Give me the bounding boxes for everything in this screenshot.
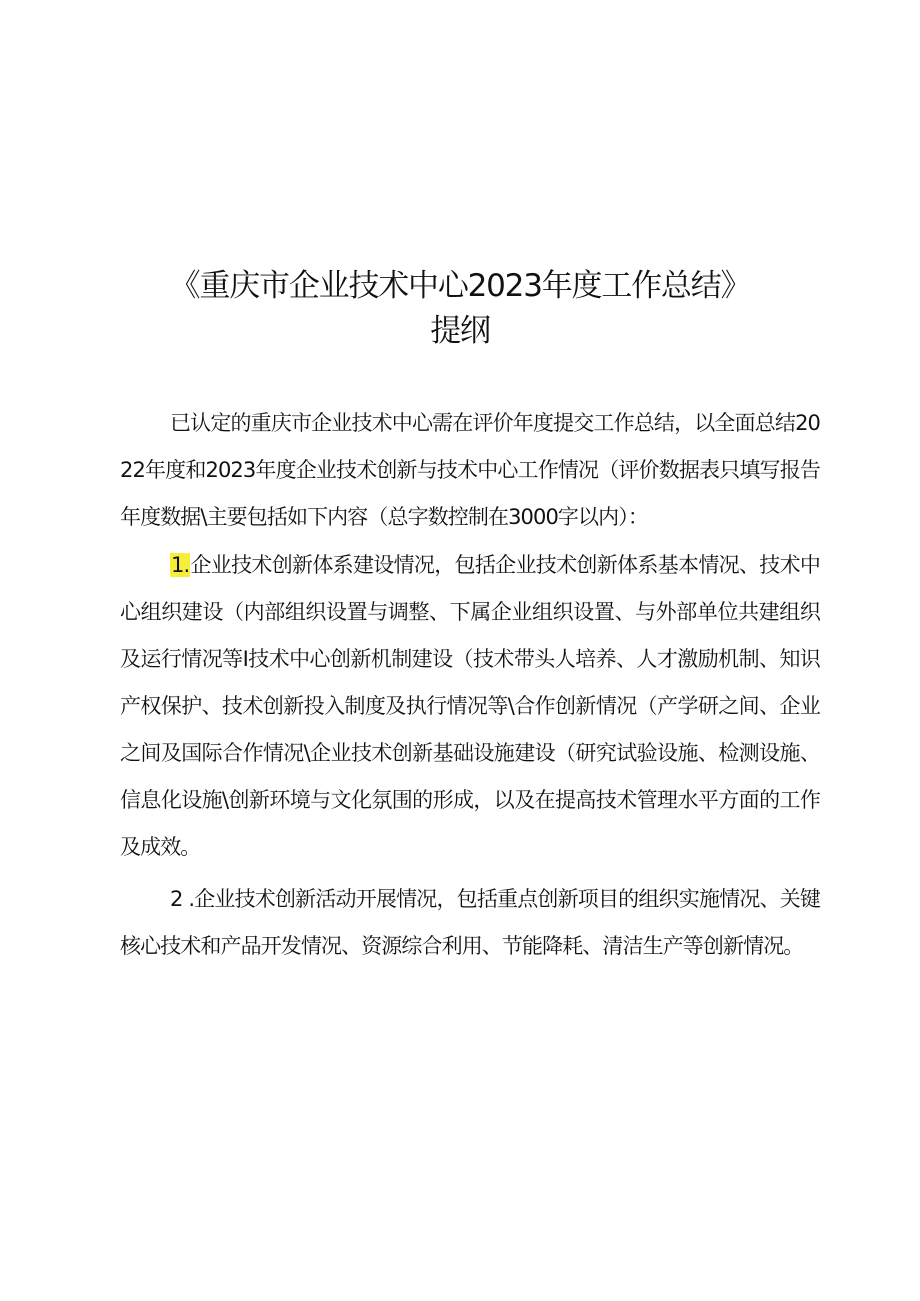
- item-2-paragraph: 2 .企业技术创新活动开展情况，包括重点创新项目的组织实施情况、关键核心技术和产品开发情况、资源综合利用、节能降耗、清洁生产等创新情况。: [120, 887, 820, 958]
- item-1-text: 企业技术创新体系建设情况，包括企业技术创新体系基本情况、技术中心组织建设（内部组织设置与调整、下属企业组织设置、与外部单位共建组织及运行情况等I技术中心创新机制建设（技术带头人培养、人才激励机制、知识产权保护、技术创新投入制度及执行情况等\合作创新情况（产学研之间、企业之间及国际合作情况\企业技术创新基础设施建设（研究试验设施、检测设施、信息化设施\创新环境与文化氛围的形成，以及在提高技术管理水平方面的工作及成效。: [120, 553, 820, 859]
- intro-paragraph: 已认定的重庆市企业技术中心需在评价年度提交工作总结，以全面总结2022年度和2023年度企业技术创新与技术中心工作情况（评价数据表只填写报告年度数据\主要包括如下内容（总字数控制在3000字以内）：: [120, 411, 820, 529]
- document-title: 《重庆市企业技术中心2023年度工作总结》: [169, 268, 751, 304]
- document-subtitle: 提纲: [430, 313, 490, 349]
- item-1-paragraph: [120, 542, 820, 871]
- item-1-number-highlight: 1.: [171, 553, 190, 577]
